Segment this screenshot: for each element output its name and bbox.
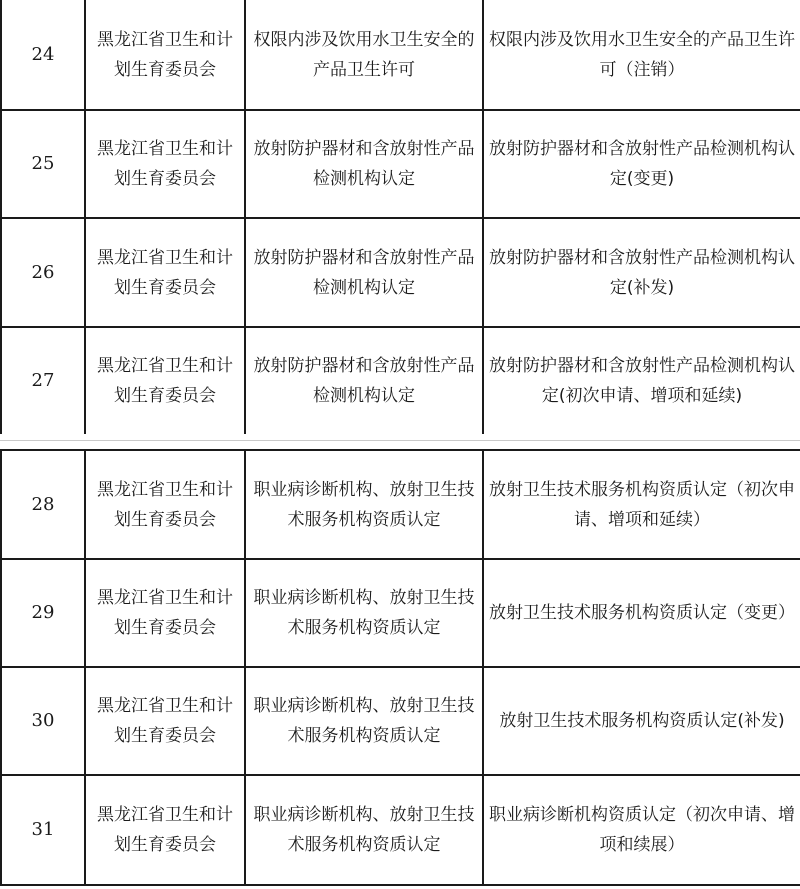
table-row [1,775,800,885]
item-name-cell: 放射防护器材和含放射性产品检测机构认定 [245,327,483,435]
row-number: 25 [1,110,85,218]
item-name-cell: 职业病诊断机构、放射卫生技术服务机构资质认定 [245,559,483,667]
sub-item-cell: 职业病诊断机构资质认定（初次申请、增项和续展） [483,775,800,885]
page-break-gap [0,434,800,449]
sub-item-cell: 放射防护器材和含放射性产品检测机构认定(补发) [483,218,800,327]
table-top-block [0,0,800,436]
sub-item-cell: 权限内涉及饮用水卫生安全的产品卫生许可（注销） [483,0,800,110]
department-cell: 黑龙江省卫生和计划生育委员会 [85,327,245,435]
item-name-cell: 放射防护器材和含放射性产品检测机构认定 [245,218,483,327]
sub-item-cell: 放射卫生技术服务机构资质认定（变更） [483,559,800,667]
sub-item-cell: 放射防护器材和含放射性产品检测机构认定(变更) [483,110,800,218]
row-number: 29 [1,559,85,667]
row-number: 30 [1,667,85,775]
department-cell: 黑龙江省卫生和计划生育委员会 [85,450,245,559]
row-number: 26 [1,218,85,327]
item-name-cell: 放射防护器材和含放射性产品检测机构认定 [245,110,483,218]
item-name-cell: 职业病诊断机构、放射卫生技术服务机构资质认定 [245,667,483,775]
table-row [1,667,800,775]
department-cell: 黑龙江省卫生和计划生育委员会 [85,667,245,775]
department-cell: 黑龙江省卫生和计划生育委员会 [85,218,245,327]
table-row [1,218,800,327]
row-number: 24 [1,0,85,110]
row-number: 27 [1,327,85,435]
page-break-line [0,440,800,441]
sub-item-cell: 放射卫生技术服务机构资质认定（初次申请、增项和延续） [483,450,800,559]
table-row [1,0,800,110]
item-name-cell: 职业病诊断机构、放射卫生技术服务机构资质认定 [245,775,483,885]
table-row [1,450,800,559]
department-cell: 黑龙江省卫生和计划生育委员会 [85,110,245,218]
table-row [1,559,800,667]
row-number: 28 [1,450,85,559]
approval-table-top [0,0,800,436]
table-row [1,110,800,218]
item-name-cell: 权限内涉及饮用水卫生安全的产品卫生许可 [245,0,483,110]
table-bottom-block [0,449,800,886]
row-number: 31 [1,775,85,885]
item-name-cell: 职业病诊断机构、放射卫生技术服务机构资质认定 [245,450,483,559]
sub-item-cell: 放射卫生技术服务机构资质认定(补发) [483,667,800,775]
sub-item-cell: 放射防护器材和含放射性产品检测机构认定(初次申请、增项和延续) [483,327,800,435]
department-cell: 黑龙江省卫生和计划生育委员会 [85,0,245,110]
table-row [1,327,800,435]
department-cell: 黑龙江省卫生和计划生育委员会 [85,559,245,667]
department-cell: 黑龙江省卫生和计划生育委员会 [85,775,245,885]
approval-table-bottom [0,449,800,886]
